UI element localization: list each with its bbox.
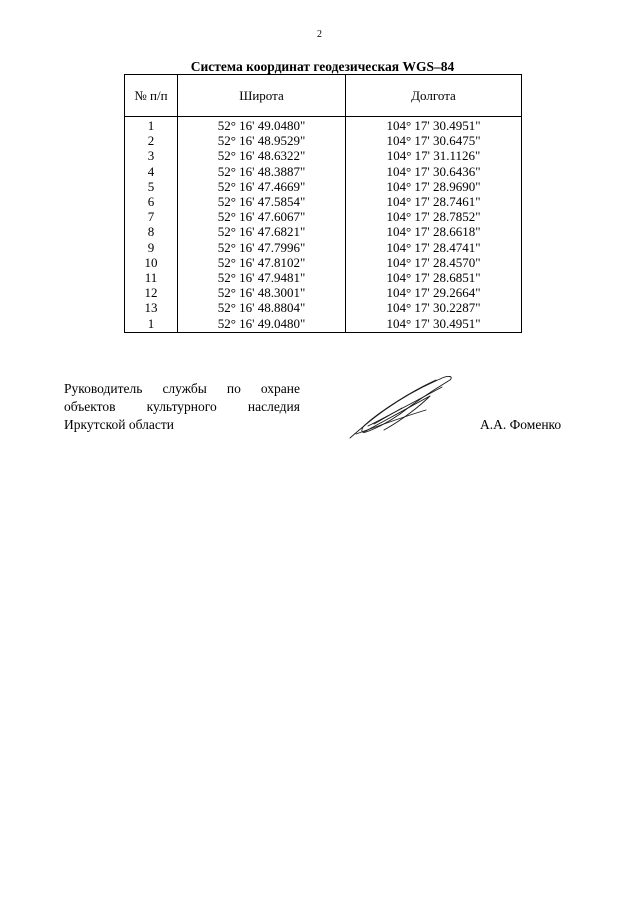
cell-longitude: 104° 17' 28.6618" <box>346 224 522 239</box>
table-row <box>125 270 522 285</box>
cell-number: 13 <box>125 300 178 315</box>
cell-longitude: 104° 17' 28.6851" <box>346 270 522 285</box>
cell-longitude: 104° 17' 28.7461" <box>346 194 522 209</box>
signer-name: А.А. Фоменко <box>480 417 562 432</box>
cell-longitude: 104° 17' 30.6436" <box>346 164 522 179</box>
cell-number: 7 <box>125 209 178 224</box>
cell-latitude: 52° 16' 48.3001" <box>178 285 346 300</box>
cell-longitude: 104° 17' 28.9690" <box>346 179 522 194</box>
position-word: Иркутской области <box>64 417 175 432</box>
cell-latitude: 52° 16' 49.0480" <box>178 117 346 134</box>
table-row <box>125 316 522 333</box>
position-word: культурного <box>146 399 217 414</box>
cell-longitude: 104° 17' 30.4951" <box>346 316 522 333</box>
cell-latitude: 52° 16' 48.6322" <box>178 148 346 163</box>
table-row <box>125 164 522 179</box>
cell-number: 8 <box>125 224 178 239</box>
cell-number: 1 <box>125 117 178 134</box>
table-row <box>125 179 522 194</box>
cell-longitude: 104° 17' 29.2664" <box>346 285 522 300</box>
header-latitude: Широта <box>178 75 346 117</box>
cell-latitude: 52° 16' 47.6821" <box>178 224 346 239</box>
table-title: Система координат геодезическая WGS–84 <box>190 59 455 74</box>
cell-longitude: 104° 17' 28.7852" <box>346 209 522 224</box>
cell-number: 2 <box>125 133 178 148</box>
cell-latitude: 52° 16' 48.3887" <box>178 164 346 179</box>
cell-number: 4 <box>125 164 178 179</box>
cell-longitude: 104° 17' 30.4951" <box>346 117 522 134</box>
table-row <box>125 117 522 134</box>
position-word: Руководитель <box>64 381 143 396</box>
position-word: объектов <box>64 399 116 414</box>
cell-number: 5 <box>125 179 178 194</box>
table-row <box>125 133 522 148</box>
table-row <box>125 240 522 255</box>
table-row <box>125 194 522 209</box>
cell-longitude: 104° 17' 31.1126" <box>346 148 522 163</box>
position-line <box>64 398 300 416</box>
cell-latitude: 52° 16' 48.8804" <box>178 300 346 315</box>
position-word: наследия <box>247 399 300 414</box>
cell-number: 3 <box>125 148 178 163</box>
cell-longitude: 104° 17' 30.2287" <box>346 300 522 315</box>
cell-number: 12 <box>125 285 178 300</box>
table-row <box>125 148 522 163</box>
position-line <box>64 416 300 434</box>
position-line <box>64 380 300 398</box>
cell-number: 11 <box>125 270 178 285</box>
table-row <box>125 255 522 270</box>
cell-latitude: 52° 16' 47.9481" <box>178 270 346 285</box>
table-header-row <box>125 75 522 117</box>
cell-longitude: 104° 17' 28.4570" <box>346 255 522 270</box>
cell-latitude: 52° 16' 48.9529" <box>178 133 346 148</box>
table-row <box>125 209 522 224</box>
position-word: охране <box>260 381 300 396</box>
cell-longitude: 104° 17' 30.6475" <box>346 133 522 148</box>
header-longitude: Долгота <box>346 75 522 117</box>
cell-number: 1 <box>125 316 178 333</box>
cell-number: 10 <box>125 255 178 270</box>
table-row <box>125 285 522 300</box>
table-row <box>125 300 522 315</box>
position-word: службы <box>162 381 207 396</box>
coordinates-table <box>124 74 522 333</box>
table-row <box>125 224 522 239</box>
handwritten-signature <box>344 372 459 444</box>
cell-latitude: 52° 16' 47.5854" <box>178 194 346 209</box>
cell-latitude: 52° 16' 47.7996" <box>178 240 346 255</box>
table-body <box>125 117 522 333</box>
position-word: по <box>226 381 241 396</box>
cell-latitude: 52° 16' 47.6067" <box>178 209 346 224</box>
cell-longitude: 104° 17' 28.4741" <box>346 240 522 255</box>
signer-position <box>64 380 300 434</box>
cell-latitude: 52° 16' 47.4669" <box>178 179 346 194</box>
cell-number: 6 <box>125 194 178 209</box>
cell-latitude: 52° 16' 49.0480" <box>178 316 346 333</box>
header-number: № п/п <box>125 75 178 117</box>
page-number: 2 <box>317 29 322 40</box>
cell-latitude: 52° 16' 47.8102" <box>178 255 346 270</box>
cell-number: 9 <box>125 240 178 255</box>
